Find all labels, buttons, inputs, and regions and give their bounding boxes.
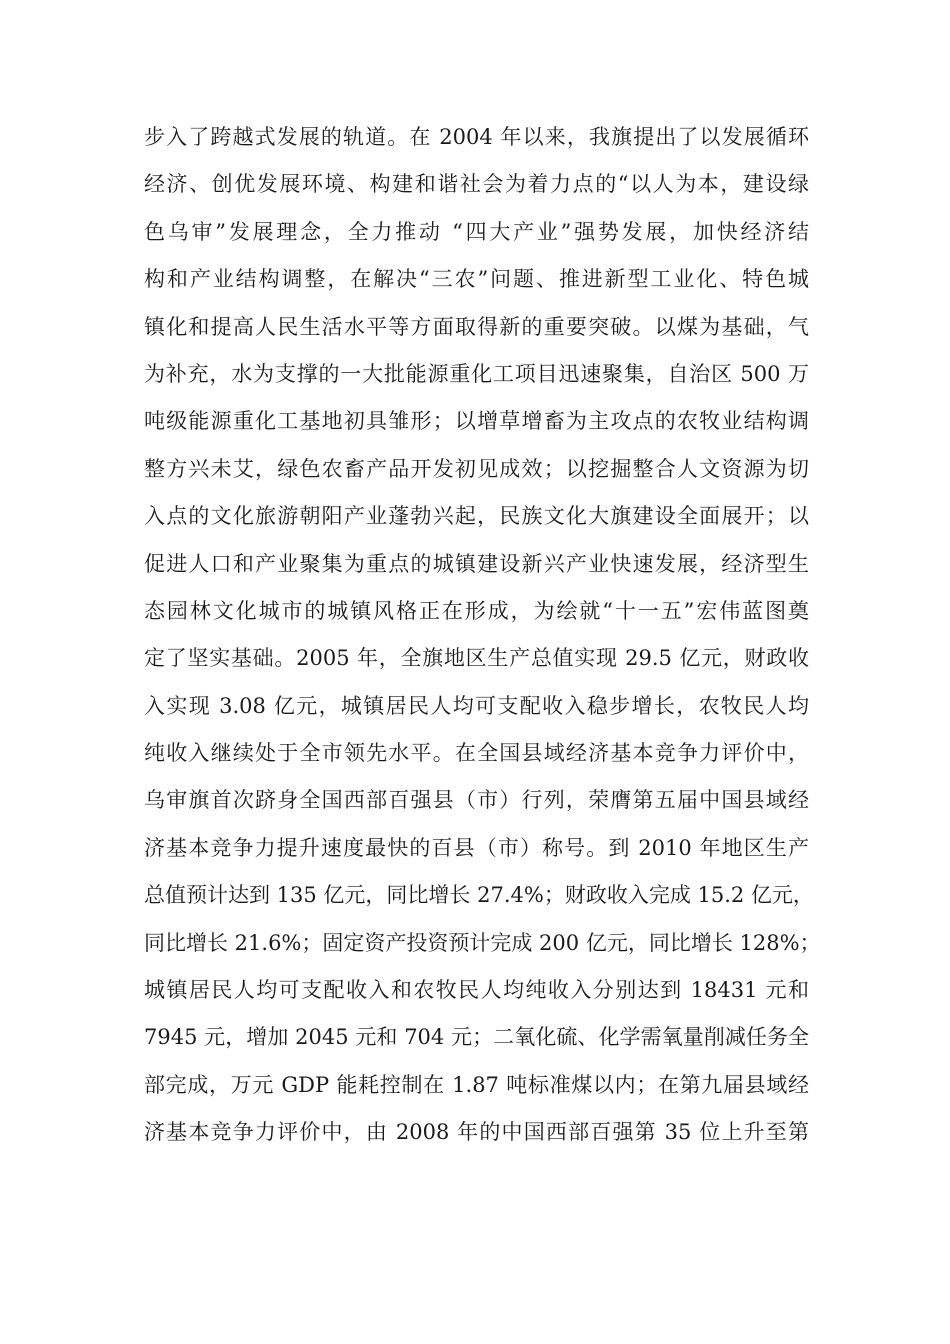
text-line: 济基本竞争力评价中，由 2008 年的中国西部百强第 35 位上升至第 [144, 1120, 809, 1145]
text-line: 态园林文化城市的城镇风格正在形成，为绘就“十一五”宏伟蓝图奠 [144, 598, 809, 623]
text-line: 促进人口和产业聚集为重点的城镇建设新兴产业快速发展，经济型生 [144, 551, 809, 576]
text-line: 入点的文化旅游朝阳产业蓬勃兴起，民族文化大旗建设全面展开；以 [144, 504, 809, 529]
text-line: 为补充，水为支撑的一大批能源重化工项目迅速聚集，自治区 500 万 [144, 361, 809, 386]
text-line: 色乌审”发展理念，全力推动 “四大产业”强势发展，加快经济结 [144, 219, 809, 244]
text-line: 吨级能源重化工基地初具雏形；以增草增畜为主攻点的农牧业结构调 [144, 409, 809, 434]
text-line: 7945 元，增加 2045 元和 704 元；二氧化硫、化学需氧量削减任务全 [144, 1025, 809, 1050]
text-line: 步入了跨越式发展的轨道。在 2004 年以来，我旗提出了以发展循环 [144, 125, 809, 149]
text-line: 总值预计达到 135 亿元，同比增长 27.4%；财政收入完成 15.2 亿元， [144, 883, 814, 908]
text-line: 同比增长 21.6%；固定资产投资预计完成 200 亿元，同比增长 128%； [144, 930, 821, 955]
text-line: 乌审旗首次跻身全国西部百强县（市）行列，荣膺第五届中国县域经 [144, 788, 809, 813]
text-line: 经济、创优发展环境、构建和谐社会为着力点的“以人为本，建设绿 [144, 172, 809, 197]
text-line: 城镇居民人均可支配收入和农牧民人均纯收入分别达到 18431 元和 [144, 978, 809, 1003]
text-line: 镇化和提高人民生活水平等方面取得新的重要突破。以煤为基础，气 [144, 314, 809, 339]
body-paragraph [144, 114, 821, 1157]
text-line: 构和产业结构调整，在解决“三农”问题、推进新型工业化、特色城 [144, 267, 809, 292]
text-line: 入实现 3.08 亿元，城镇居民人均可支配收入稳步增长，农牧民人均 [144, 693, 809, 718]
text-line: 部完成，万元 GDP 能耗控制在 1.87 吨标准煤以内；在第九届县域经 [144, 1072, 809, 1097]
text-line: 定了坚实基础。2005 年，全旗地区生产总值实现 29.5 亿元，财政收 [144, 646, 809, 671]
text-line: 整方兴未艾，绿色农畜产品开发初见成效；以挖掘整合人文资源为切 [144, 456, 809, 481]
text-line: 济基本竞争力提升速度最快的百县（市）称号。到 2010 年地区生产 [144, 835, 809, 860]
text-line: 纯收入继续处于全市领先水平。在全国县域经济基本竞争力评价中， [144, 741, 809, 766]
